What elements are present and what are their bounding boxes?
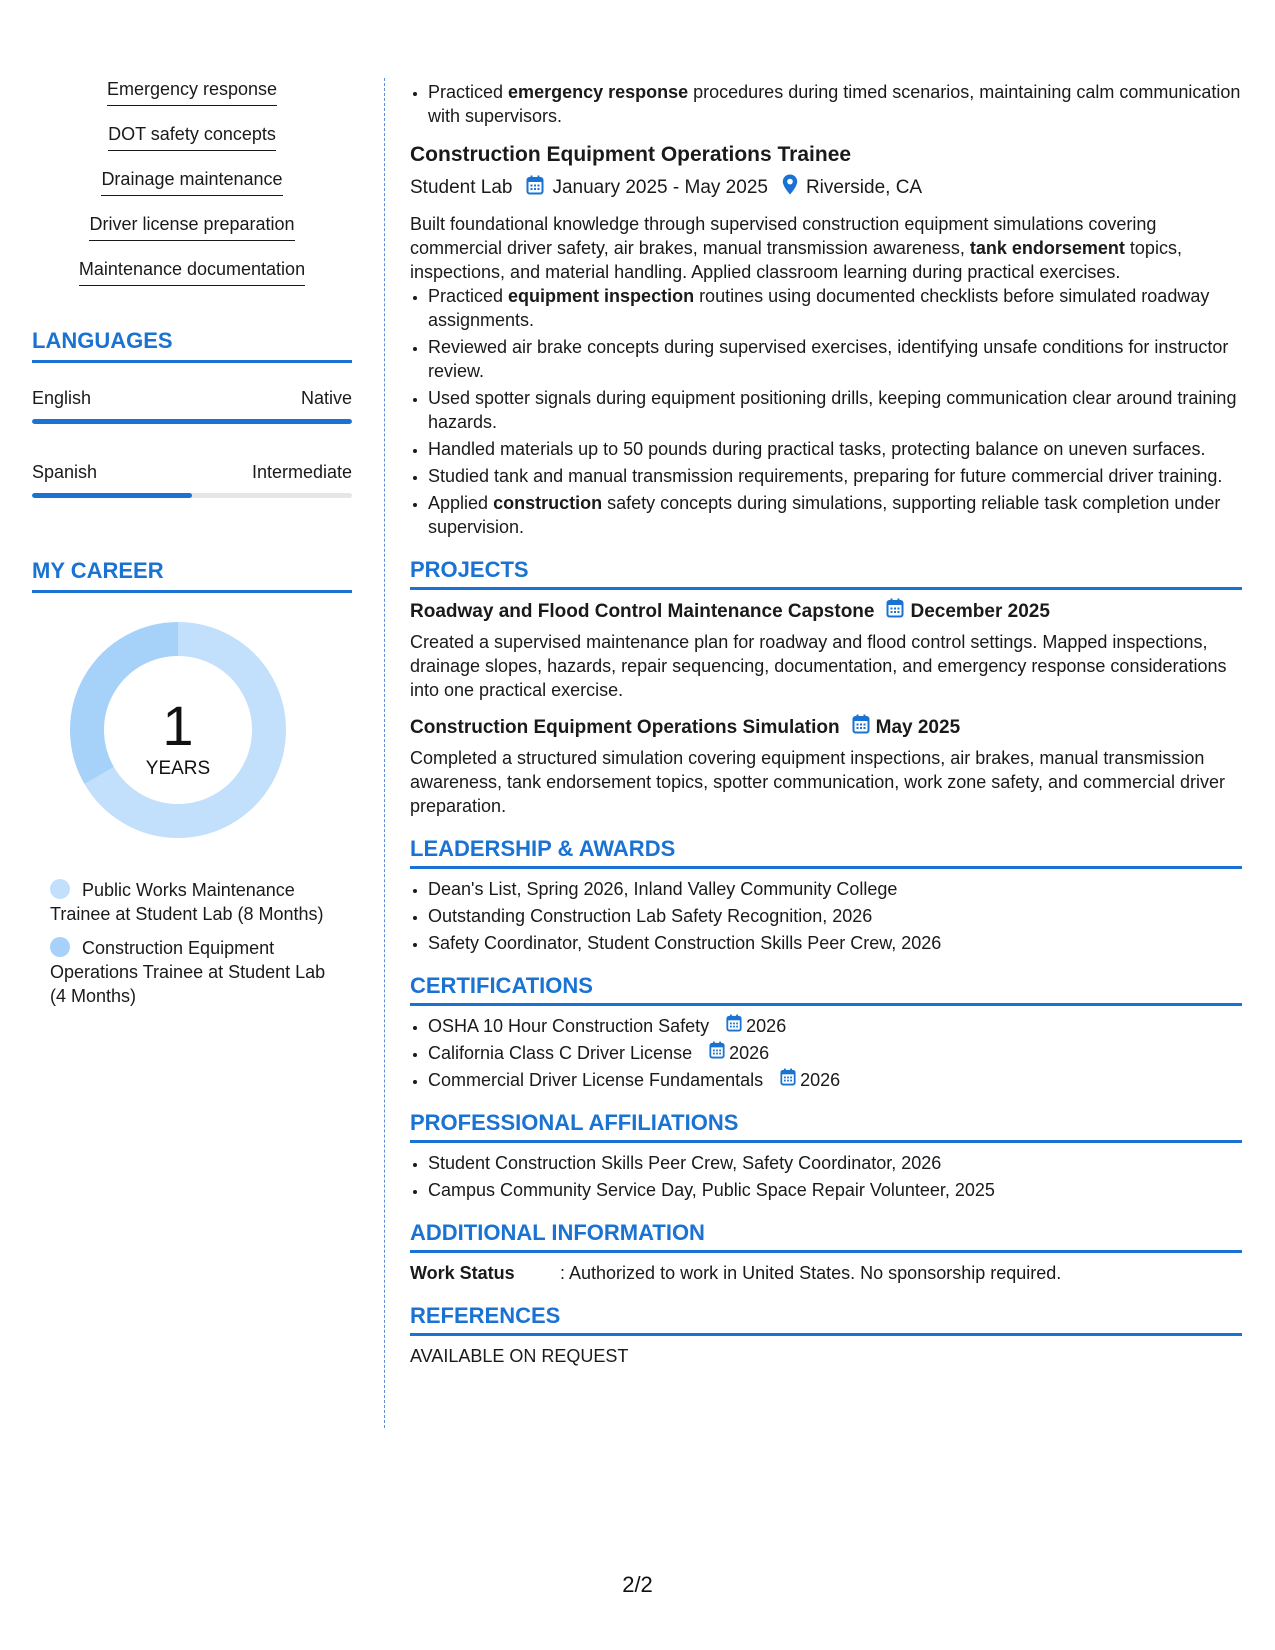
bullet-text: Used spotter signals during equipment positioning drills, keeping communication clear around training hazards. — [428, 388, 1237, 432]
project-description: Completed a structured simulation covering equipment inspections, air brakes, manual transmission awareness, tank endorsement topics, spotter communication, work zone safety, and commercial driver preparation. — [410, 748, 1226, 816]
skill-label: Drainage maintenance — [101, 168, 282, 196]
language-name: English — [32, 388, 92, 408]
affiliation-item: • Student Construction Skills Peer Crew, Safety Coordinator, 2026 — [428, 1151, 1242, 1175]
bullet-bold: equipment inspection — [508, 286, 695, 306]
bullet-text: Applied — [428, 493, 494, 513]
certification-name: California Class C Driver License — [428, 1043, 693, 1063]
project-title: Roadway and Flood Control Maintenance Capstone — [410, 601, 875, 622]
additional-info-heading: ADDITIONAL INFORMATION — [410, 1220, 1242, 1253]
bullet-bold: emergency response — [508, 82, 689, 102]
job-desc-text: topics, inspections, and material handling. Applied classroom learning during practical exercises. — [410, 238, 1182, 282]
column-divider — [384, 78, 385, 1428]
project-item — [410, 714, 1242, 818]
career-total: 1 — [162, 694, 194, 757]
experience-prev-bullets — [410, 80, 1242, 128]
job-entry — [410, 142, 1242, 539]
bullet-text: Handled materials up to 50 pounds during practical tasks, protecting balance on uneven surfaces. — [428, 439, 1206, 459]
job-meta — [410, 174, 1242, 202]
job-description — [410, 212, 1242, 284]
job-location: Riverside, CA — [805, 177, 923, 198]
bullet-item — [428, 284, 1242, 332]
job-company: Student Lab — [410, 177, 513, 198]
skill-item — [32, 123, 352, 168]
career-legend-label: Public Works Maintenance Trainee at Student Lab (8 Months) — [50, 880, 324, 924]
languages-section — [32, 328, 352, 498]
certification-date: 2026 — [729, 1043, 770, 1063]
left-column — [32, 78, 352, 1006]
certifications-section — [410, 973, 1242, 1092]
certification-date: 2026 — [800, 1070, 841, 1090]
legend-dot — [50, 937, 70, 957]
bullet-text: routines using documented checklists before simulated roadway assignments. — [428, 286, 1210, 330]
affiliation-item: • Campus Community Service Day, Public Space Repair Volunteer, 2025 — [428, 1178, 1242, 1202]
skill-label: Emergency response — [107, 78, 277, 106]
projects-heading: PROJECTS — [410, 557, 1242, 590]
bullet-text: Reviewed air brake concepts during supervised exercises, identifying unsafe conditions for instructor review. — [428, 337, 1229, 381]
certification-item — [428, 1068, 1242, 1092]
certifications-heading: CERTIFICATIONS — [410, 973, 1242, 1006]
language-level: Intermediate — [251, 462, 352, 482]
language-bar-fill — [32, 493, 192, 498]
affiliations-section — [410, 1110, 1242, 1202]
bullet-item — [428, 437, 1242, 461]
affiliations-list — [410, 1151, 1242, 1202]
award-item: • Outstanding Construction Lab Safety Recognition, 2026 — [428, 904, 1242, 928]
language-bar-fill — [32, 419, 352, 424]
job-title: Construction Equipment Operations Trainee — [410, 143, 852, 166]
language-bar — [32, 419, 352, 424]
skill-label: Maintenance documentation — [79, 258, 305, 286]
skill-item — [32, 258, 352, 303]
certification-date: 2026 — [746, 1016, 787, 1036]
calendar-icon — [526, 175, 544, 202]
award-item: • Safety Coordinator, Student Construction Skills Peer Crew, 2026 — [428, 931, 1242, 955]
bullet-item — [428, 335, 1242, 383]
awards-heading: LEADERSHIP & AWARDS — [410, 836, 1242, 869]
calendar-icon — [852, 714, 870, 742]
bullet-text: Practiced — [428, 286, 509, 306]
job-dates: January 2025 - May 2025 — [552, 177, 768, 198]
page-number: 2/2 — [622, 1572, 653, 1597]
language-item — [32, 387, 352, 424]
legend-dot — [50, 879, 70, 899]
skill-item — [32, 213, 352, 258]
skill-label: DOT safety concepts — [108, 123, 276, 151]
work-status-label: Work Status — [410, 1263, 515, 1283]
language-bar — [32, 493, 352, 498]
skill-item — [32, 168, 352, 213]
language-item — [32, 461, 352, 498]
projects-section — [410, 557, 1242, 818]
bullet-item — [428, 464, 1242, 488]
certifications-list — [410, 1014, 1242, 1092]
bullet-item — [428, 491, 1242, 539]
career-legend-item — [50, 878, 330, 926]
bullet-text: safety concepts during simulations, supporting reliable task completion under supervision. — [428, 493, 1221, 537]
skill-item — [32, 78, 352, 123]
additional-info-section — [410, 1220, 1242, 1285]
bullet-text: Studied tank and manual transmission requirements, preparing for future commercial driver training. — [428, 466, 1223, 486]
certification-item — [428, 1014, 1242, 1038]
job-desc-text: Built foundational knowledge through supervised construction equipment simulations covering commercial driver safety, air brakes, manual transmission awareness, — [410, 214, 1157, 258]
bullet-item — [428, 80, 1242, 128]
project-date: May 2025 — [875, 717, 961, 738]
right-column — [410, 80, 1242, 1368]
career-heading: MY CAREER — [32, 558, 352, 593]
location-pin-icon — [782, 174, 798, 202]
project-title: Construction Equipment Operations Simulation — [410, 717, 840, 738]
calendar-icon — [726, 1014, 742, 1038]
certification-name: Commercial Driver License Fundamentals — [428, 1070, 764, 1090]
bullet-text: procedures during timed scenarios, maintaining calm communication with supervisors. — [428, 82, 1241, 126]
calendar-icon — [780, 1068, 796, 1092]
bullet-bold: construction — [493, 493, 603, 513]
work-status-value: : Authorized to work in United States. No sponsorship required. — [560, 1263, 1062, 1283]
job-desc-bold: tank endorsement — [969, 238, 1125, 258]
awards-list — [410, 877, 1242, 955]
calendar-icon — [709, 1041, 725, 1065]
career-legend — [50, 878, 330, 1018]
certification-name: OSHA 10 Hour Construction Safety — [428, 1016, 710, 1036]
career-legend-label: Construction Equipment Operations Trainee at Student Lab (4 Months) — [50, 938, 326, 1006]
skills-list — [32, 78, 352, 303]
awards-section — [410, 836, 1242, 955]
certification-item — [428, 1041, 1242, 1065]
career-unit: YEARS — [145, 758, 211, 779]
references-text: AVAILABLE ON REQUEST — [410, 1346, 629, 1366]
project-date: December 2025 — [910, 601, 1050, 622]
language-name: Spanish — [32, 462, 98, 482]
languages-heading: LANGUAGES — [32, 328, 352, 363]
career-legend-item — [50, 936, 330, 1008]
affiliations-heading: PROFESSIONAL AFFILIATIONS — [410, 1110, 1242, 1143]
career-donut-chart — [66, 618, 290, 842]
award-item: • Dean's List, Spring 2026, Inland Valley Community College — [428, 877, 1242, 901]
bullet-item — [428, 386, 1242, 434]
job-bullets — [410, 284, 1242, 539]
career-section — [32, 558, 352, 1006]
project-description: Created a supervised maintenance plan for roadway and flood control settings. Mapped inspections, drainage slopes, hazards, repair sequencing, documentation, and emergency response considerations into one practical exercise. — [410, 632, 1227, 700]
skill-label: Driver license preparation — [89, 213, 294, 241]
calendar-icon — [886, 598, 904, 626]
bullet-text: Practiced — [428, 82, 509, 102]
language-level: Native — [300, 388, 352, 408]
project-item — [410, 598, 1242, 702]
references-heading: REFERENCES — [410, 1303, 1242, 1336]
references-section — [410, 1303, 1242, 1368]
work-status-row — [410, 1261, 1242, 1285]
